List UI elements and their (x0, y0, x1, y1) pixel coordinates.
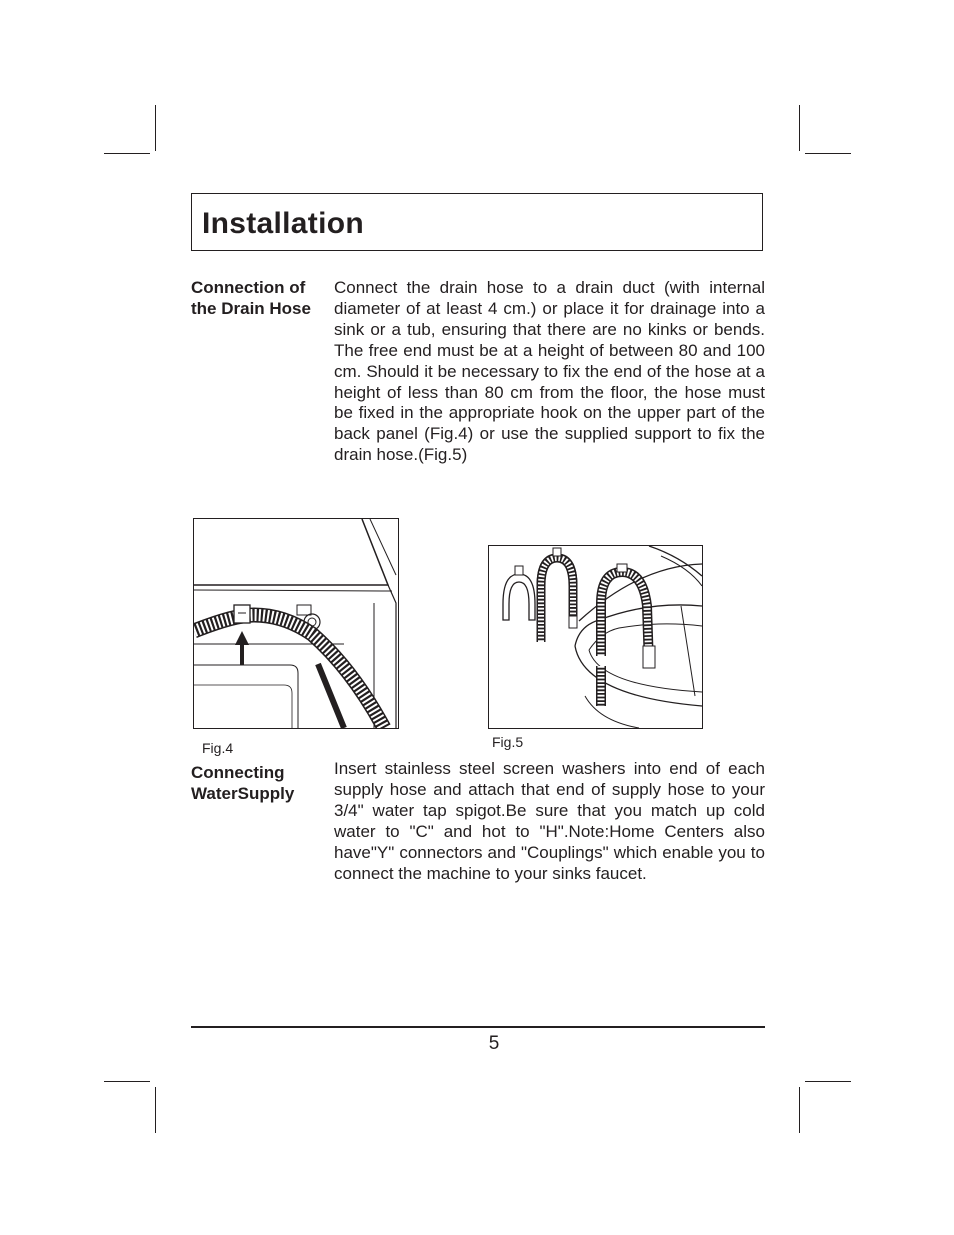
page-title: Installation (202, 207, 364, 240)
figure-5 (488, 545, 703, 729)
drain-hose-heading: Connection of the Drain Hose (191, 278, 311, 318)
crop-mark (799, 105, 800, 151)
crop-mark (805, 1081, 851, 1082)
figure-4 (193, 518, 399, 729)
footer-rule (191, 1026, 765, 1028)
crop-mark (104, 153, 150, 154)
page-number: 5 (488, 1033, 500, 1054)
fig4-caption: Fig.4 (202, 740, 234, 756)
fig5-caption: Fig.5 (492, 734, 524, 750)
crop-mark (799, 1087, 800, 1133)
fig5-drawing (489, 546, 702, 728)
crop-mark (155, 105, 156, 151)
water-supply-heading: Connecting WaterSupply (191, 763, 295, 803)
crop-mark (805, 153, 851, 154)
crop-mark (155, 1087, 156, 1133)
drain-hose-paragraph: Connect the drain hose to a drain duct (with internal diameter of at least 4 cm.) or place it for drainage into a sink or a tub, ensuring that there are no kinks or bends. The free end must be at a height of between 80 and 100 cm. Should it be necessary to fix the end of the hose at a height of less than 80 cm from the floor, the hose must be fixed in the appropriate hook on the upper part of the back panel (Fig.4) or use the supplied support to fix the drain hose.(Fig.5) (334, 278, 765, 465)
title-box (191, 193, 763, 251)
water-supply-paragraph: Insert stainless steel screen washers into end of each supply hose and attach that end of supply hose to your 3/4" water tap spigot.Be sure that you match up cold water to "C" and hot to "H".Note:Home Centers also have"Y" connectors and "Couplings" which enable you to connect the machine to your sinks faucet. (334, 759, 765, 883)
fig4-drawing (194, 519, 398, 728)
crop-mark (104, 1081, 150, 1082)
